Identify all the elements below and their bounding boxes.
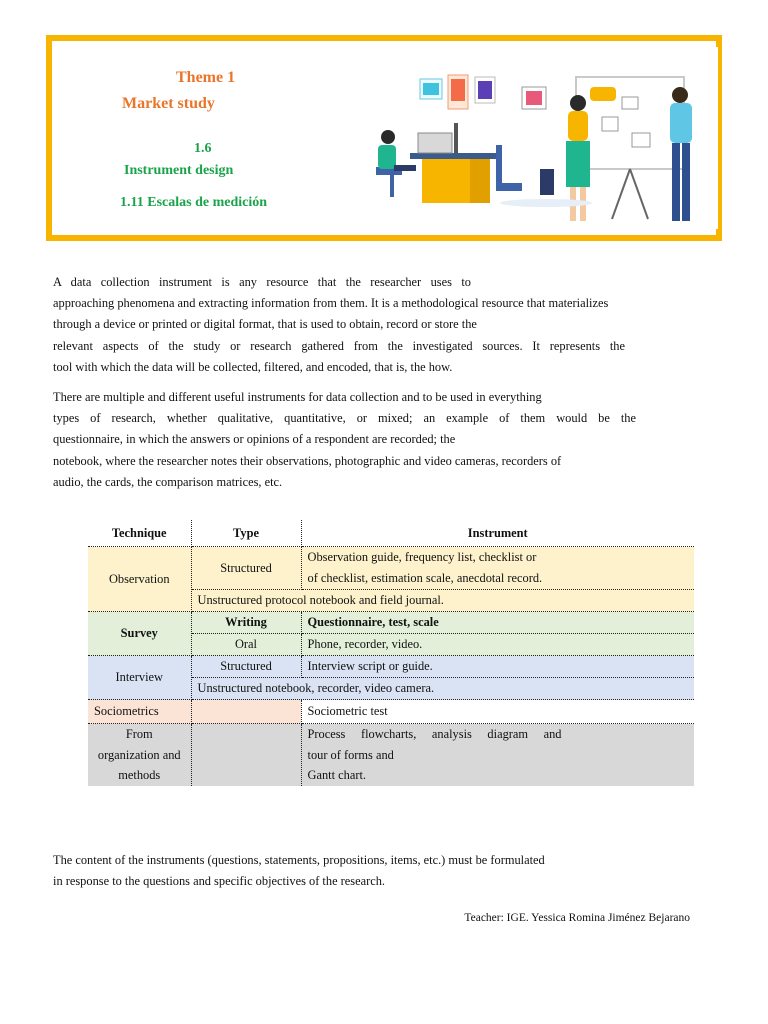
table-row xyxy=(88,547,694,590)
table-row xyxy=(88,724,694,786)
technique-line: From xyxy=(125,727,153,741)
text-line: types of research, whether qualitative, quantitative, or mixed; an example of them would be the xyxy=(53,411,636,426)
instrument-sociometric: Sociometric test xyxy=(301,700,694,724)
instrument-organization xyxy=(301,724,694,786)
instrument-interview-script: Interview script or guide. xyxy=(301,656,694,678)
text-line: notebook, where the researcher notes their observations, photographic and video cameras, recorders of xyxy=(53,453,562,468)
techniques-table xyxy=(88,520,694,786)
header-type: Type xyxy=(191,520,301,547)
text-line: A data collection instrument is any resource that the researcher uses to xyxy=(53,275,471,289)
instrument-line: Gantt chart. xyxy=(307,768,366,782)
text-line: through a device or printed or digital format, that is used to obtain, record or store the xyxy=(53,317,477,332)
text-line: relevant aspects of the study or research gathered from the investigated sources. It represents the xyxy=(53,338,625,353)
theme-title: Theme 1 xyxy=(176,69,236,86)
text-line: approaching phenomena and extracting information from them. It is a methodological resource that materializes xyxy=(53,296,609,311)
text-line: audio, the cards, the comparison matrices, etc. xyxy=(53,474,283,489)
instrument-cell xyxy=(301,547,694,590)
instrument-unstructured: Unstructured protocol notebook and field journal. xyxy=(191,590,694,612)
instrument-line: tour of forms and xyxy=(307,747,394,762)
type-structured: Structured xyxy=(191,656,301,678)
text-line: tool with which the data will be collected, filtered, and encoded, that is, the how. xyxy=(53,359,453,374)
instrument-line: Observation guide, frequency list, checklist or xyxy=(307,550,537,564)
text-line: questionnaire, in which the answers or opinions of a respondent are recorded; the xyxy=(53,432,456,447)
escalas-title: 1.11 Escalas de medición xyxy=(120,195,268,210)
table-row xyxy=(88,700,694,724)
technique-survey: Survey xyxy=(88,612,191,656)
instrument-design-title: Instrument design xyxy=(124,163,234,178)
teacher-credit: Teacher: IGE. Yessica Romina Jiménez Bejarano xyxy=(464,912,690,924)
text-line: in response to the questions and specific objectives of the research. xyxy=(53,873,386,888)
technique-interview: Interview xyxy=(88,656,191,700)
text-line: There are multiple and different useful instruments for data collection and to be used in everything xyxy=(53,390,542,404)
type-empty xyxy=(191,700,301,724)
instrument-line: Process flowcharts, analysis diagram and xyxy=(307,727,562,741)
section-number: 1.6 xyxy=(194,141,212,156)
header-banner xyxy=(46,35,722,241)
type-oral: Oral xyxy=(191,634,301,656)
instrument-unstructured: Unstructured notebook, recorder, video camera. xyxy=(191,678,694,700)
instrument-line: of checklist, estimation scale, anecdotal record. xyxy=(307,571,543,585)
header-instrument: Instrument xyxy=(301,520,694,547)
instruments-paragraph xyxy=(53,387,636,493)
closing-paragraph xyxy=(53,850,545,892)
header-technique: Technique xyxy=(88,520,191,547)
type-writing: Writing xyxy=(191,612,301,634)
technique-observation: Observation xyxy=(88,547,191,612)
technique-line: methods xyxy=(118,768,161,782)
type-structured: Structured xyxy=(191,547,301,590)
office-illustration xyxy=(350,47,718,229)
technique-line: organization and xyxy=(97,747,181,762)
type-empty xyxy=(191,724,301,786)
instrument-oral: Phone, recorder, video. xyxy=(301,634,694,656)
market-study-title: Market study xyxy=(122,95,215,112)
technique-sociometrics: Sociometrics xyxy=(88,700,191,724)
technique-organization xyxy=(88,724,191,786)
table-header-row xyxy=(88,520,694,547)
table-row xyxy=(88,612,694,634)
intro-paragraph xyxy=(53,272,636,378)
text-line: The content of the instruments (questions, statements, propositions, items, etc.) must be formulated xyxy=(53,853,545,867)
table-row xyxy=(88,656,694,678)
instrument-writing: Questionnaire, test, scale xyxy=(301,612,694,634)
